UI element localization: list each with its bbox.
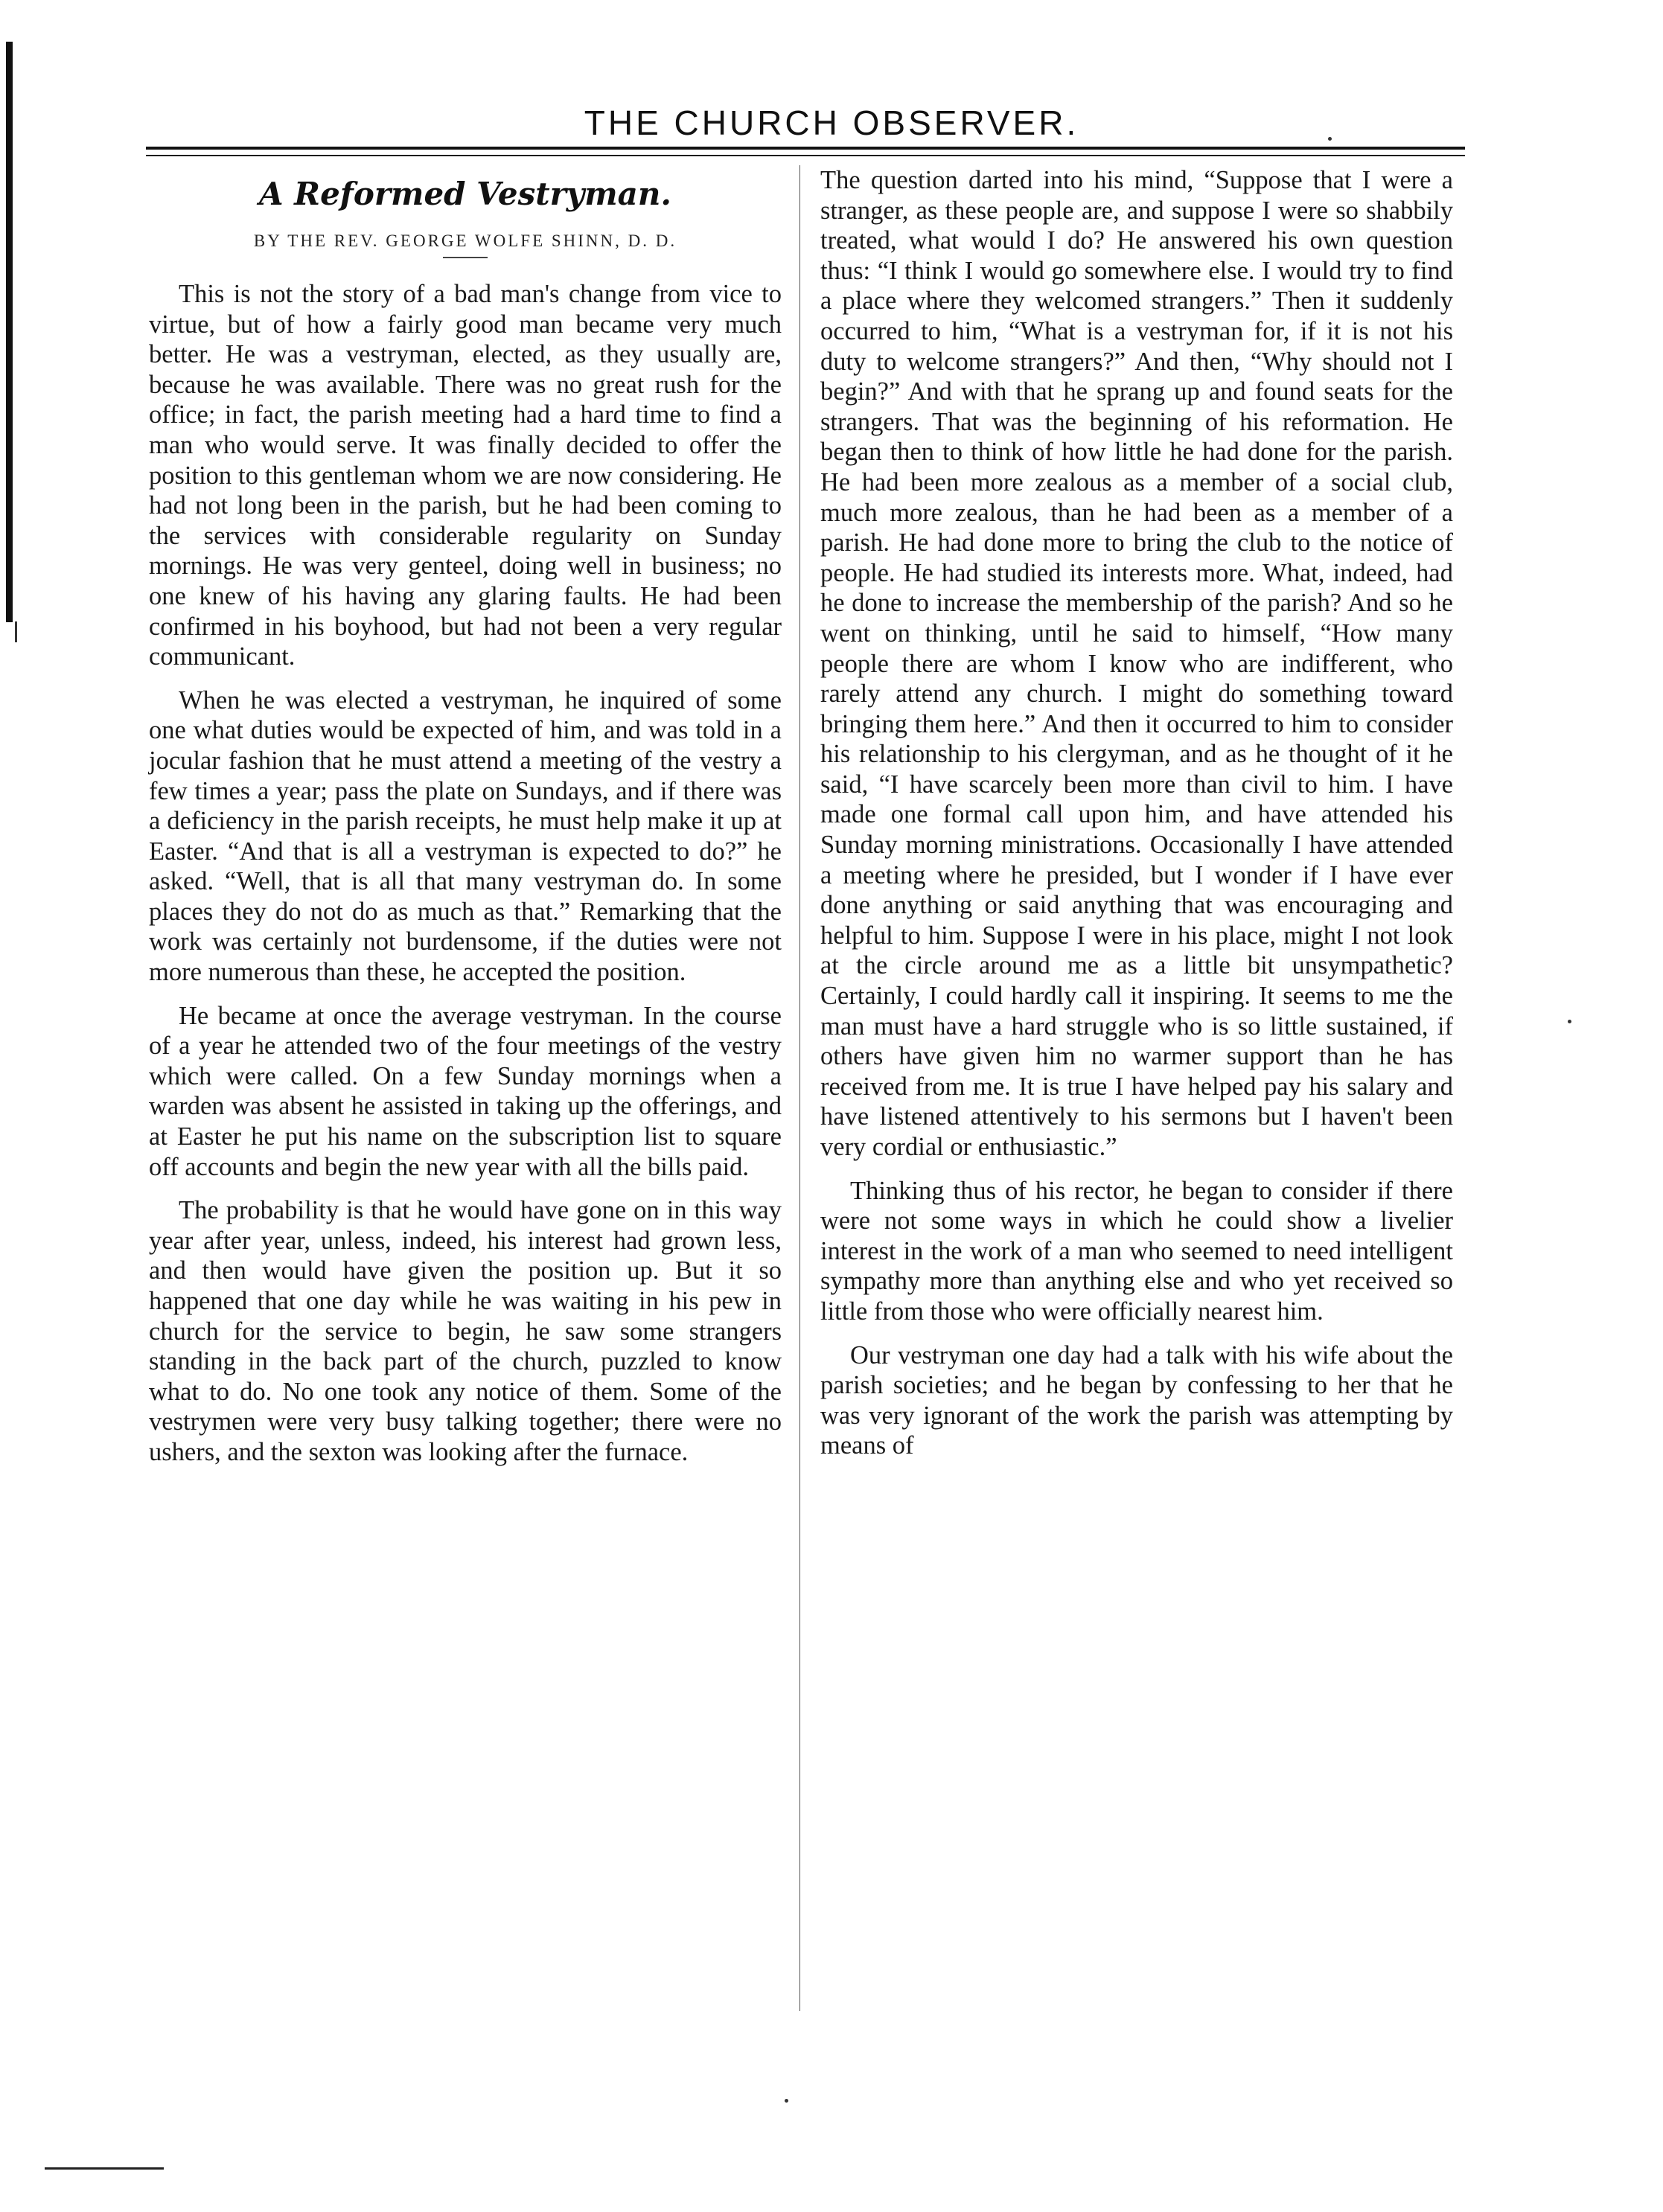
masthead-rule-thin	[146, 155, 1465, 156]
paragraph: When he was elected a vestryman, he inquired of some one what duties would be expected of him, and was told in a jocular fashion that he must attend a meeting of the vestry a few times a year; pass the plate on Sundays, and if there was a deficiency in the parish receipts, he must help make it up at Easter. “And that is all a vestryman is expected to do?” he asked. “Well, that is all that many vestryman do. In some places they do not do as much as that.” Remarking that the work was certainly not burdensome, if the duties were not more numerous than these, he accepted the position.	[149, 685, 782, 987]
masthead-rule-thick	[146, 147, 1465, 150]
byline-rule	[443, 257, 488, 258]
article-byline: BY THE REV. GEORGE WOLFE SHINN, D. D.	[253, 231, 677, 250]
paragraph: This is not the story of a bad man's change from vice to virtue, but of how a fairly good man became very much better. He was a vestryman, elected, as they usually are, because he was available. There was no great rush for the office; in fact, the parish meeting had a hard time to find a man who would serve. It was finally decided to offer the position to this gentleman whom we are now considering. He had not long been in the parish, but he had been coming to the services with considerable regularity on Sunday mornings. He was very genteel, doing well in business; no one knew of his having any glaring faults. He had been confirmed in his boyhood, but had not been a very regular communicant.	[149, 280, 782, 671]
scan-speck	[785, 2099, 788, 2103]
paragraph: The question darted into his mind, “Suppose that I were a stranger, as these people are, and suppose I were so shabbily treated, what would I do? He answered his own question thus: “I think I would go somewhere else. I would try to find a place where they welcomed strangers.” Then it suddenly occurred to him, “What is a vestryman for, if it is not his duty to welcome strangers?” And then, “Why should not I begin?” And with that he sprang up and found seats for the strangers. That was the beginning of his reformation. He began then to think of how little he had done for the parish. He had been more zealous as a member of a social club, much more zealous, than he had been as a member of a parish. He had done more to bring the club to the notice of people. He had studied its interests more. What, indeed, had he done to increase the membership of the parish? And so he went on thinking, until he said to himself, “How many people there are whom I know who are indifferent, who rarely attend any church. I might do something toward bringing them here.” And then it occurred to him to consider his relationship to his clergyman, and as he thought of it he said, “I have scarcely been more than civil to him. I have made one formal call upon him, and have attended his Sunday morning ministrations. Occasionally I have attended a meeting where he presided, but I wonder if I have ever done anything or said anything that was encouraging and helpful to him. Suppose I were in his place, might I not look at the circle around me as a little bit unsympathetic? Certainly, I could hardly call it inspiring. It seems to me the man must have a hard struggle who is so little sustained, if others have given him no warmer support than he has received from me. It is true I have helped pay his salary and have listened attentively to his sermons but I haven't been very cordial or enthusiastic.”	[820, 166, 1453, 1161]
scan-speck	[1328, 137, 1332, 141]
masthead: THE CHURCH OBSERVER.	[584, 103, 1079, 142]
right-column	[820, 165, 1453, 1474]
footer-rule	[45, 2167, 164, 2170]
left-column	[149, 165, 782, 1481]
paragraph: The probability is that he would have gone on in this way year after year, unless, indeed, his interest had grown less, and then would have given the position up. But it so happened that one day while he was waiting in his pew in church for the service to begin, he saw some strangers standing in the back part of the church, puzzled to know what to do. No one took any notice of them. Some of the vestrymen were very busy talking together; there were no ushers, and the sexton was looking after the furnace.	[149, 1196, 782, 1466]
column-divider	[799, 165, 800, 2011]
article-title: A Reformed Vestryman.	[258, 176, 672, 212]
scan-speck	[1568, 1020, 1571, 1023]
scan-margin-mark	[15, 621, 17, 642]
paragraph: Our vestryman one day had a talk with his wife about the parish societies; and he began by confessing to her that he was very ignorant of the work the parish was attempting by means of	[820, 1340, 1453, 1460]
paragraph: He became at once the average vestryman. In the course of a year he attended two of the four meetings of the vestry which were called. On a few Sunday mornings when a warden was absent he assisted in taking up the offerings, and at Easter he put his name on the subscription list to square off accounts and begin the new year with all the bills paid.	[149, 1001, 782, 1181]
paragraph: Thinking thus of his rector, he began to consider if there were not some ways in which he could show a livelier interest in the work of a man who seemed to need intelligent sympathy more than anything else and who yet received so little from those who were officially nearest him.	[820, 1176, 1453, 1326]
